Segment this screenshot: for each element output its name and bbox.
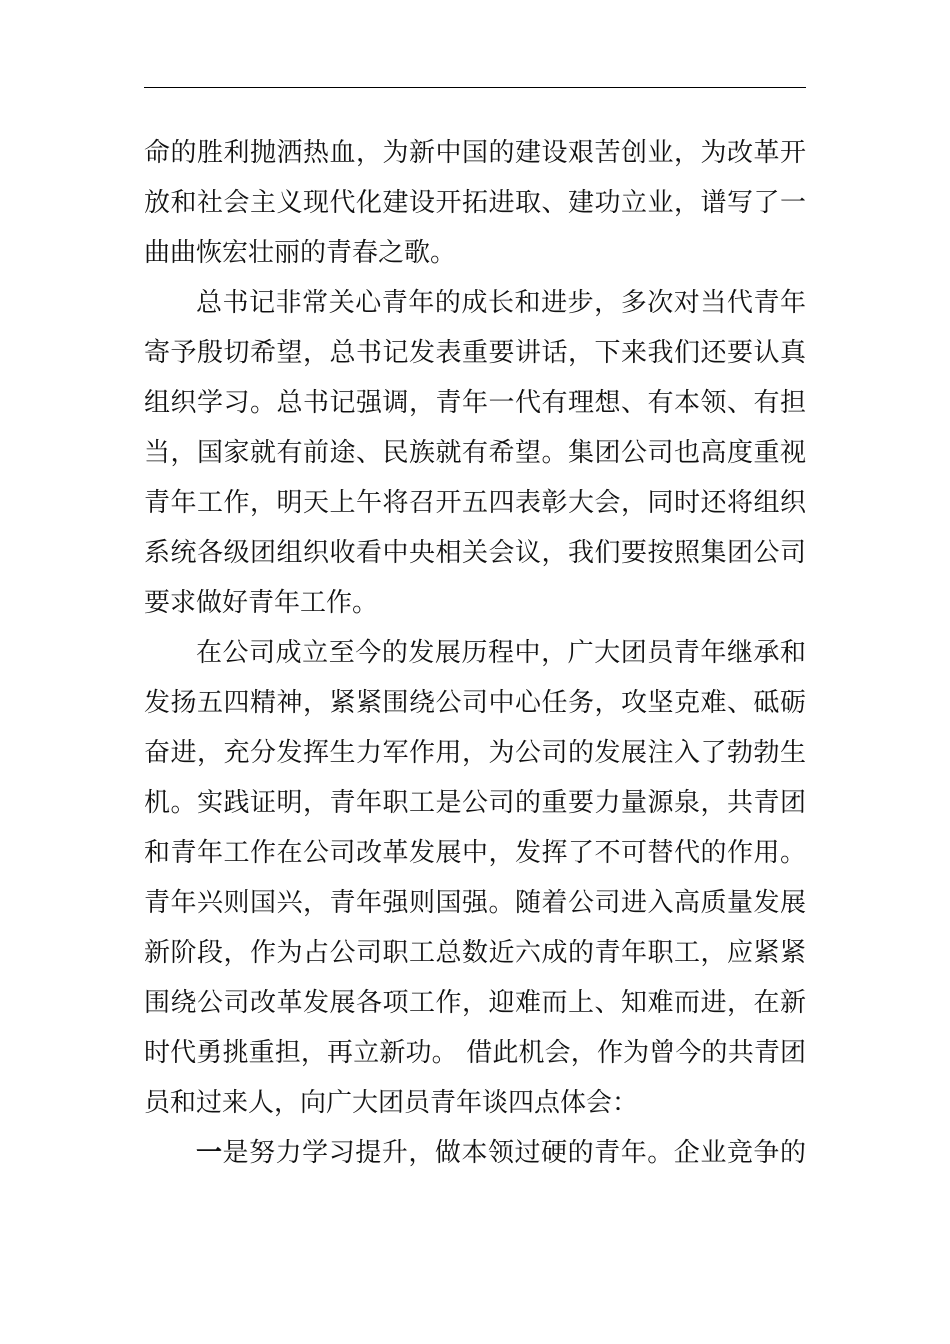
- text-line: 组织学习。总书记强调，青年一代有理想、有本领、有担: [144, 388, 806, 418]
- text-line: 系统各级团组织收看中央相关会议，我们要按照集团公司: [144, 538, 806, 568]
- document-body: [144, 128, 806, 1178]
- text-line: 命的胜利抛洒热血，为新中国的建设艰苦创业，为改革开: [144, 138, 806, 168]
- text-line: 机。实践证明，青年职工是公司的重要力量源泉，共青团: [144, 788, 806, 818]
- text-line: 青年工作，明天上午将召开五四表彰大会，同时还将组织: [144, 488, 806, 518]
- text-line: 青年兴则国兴，青年强则国强。随着公司进入高质量发展: [144, 888, 806, 918]
- text-line: 在公司成立至今的发展历程中，广大团员青年继承和: [196, 638, 806, 668]
- text-line: [144, 1128, 806, 1178]
- text-line: 要求做好青年工作。: [144, 588, 379, 618]
- text-line: 放和社会主义现代化建设开拓进取、建功立业，谱写了一: [144, 188, 806, 218]
- text-line: 发扬五四精神，紧紧围绕公司中心任务，攻坚克难、砥砺: [144, 688, 806, 718]
- text-line: 围绕公司改革发展各项工作，迎难而上、知难而进，在新: [144, 988, 806, 1018]
- text-line: 奋进，充分发挥生力军作用，为公司的发展注入了勃勃生: [144, 738, 806, 768]
- text-line: 新阶段，作为占公司职工总数近六成的青年职工，应紧紧: [144, 938, 806, 968]
- text-line: 寄予殷切希望，总书记发表重要讲话，下来我们还要认真: [144, 338, 806, 368]
- text-line: 曲曲恢宏壮丽的青春之歌。: [144, 238, 457, 268]
- text-line: 和青年工作在公司改革发展中，发挥了不可替代的作用。: [144, 838, 806, 868]
- point-text: 是努力学习提升，做本领过硬的青年。企业竞争的: [222, 1138, 806, 1168]
- text-line: 总书记非常关心青年的成长和进步，多次对当代青年: [196, 288, 806, 318]
- point-lead: 一: [196, 1138, 223, 1168]
- header-rule: [144, 87, 806, 88]
- text-line: 当，国家就有前途、民族就有希望。集团公司也高度重视: [144, 438, 806, 468]
- text-line: 时代勇挑重担，再立新功。 借此机会，作为曾今的共青团: [144, 1038, 806, 1068]
- text-line: 员和过来人，向广大团员青年谈四点体会：: [144, 1088, 639, 1118]
